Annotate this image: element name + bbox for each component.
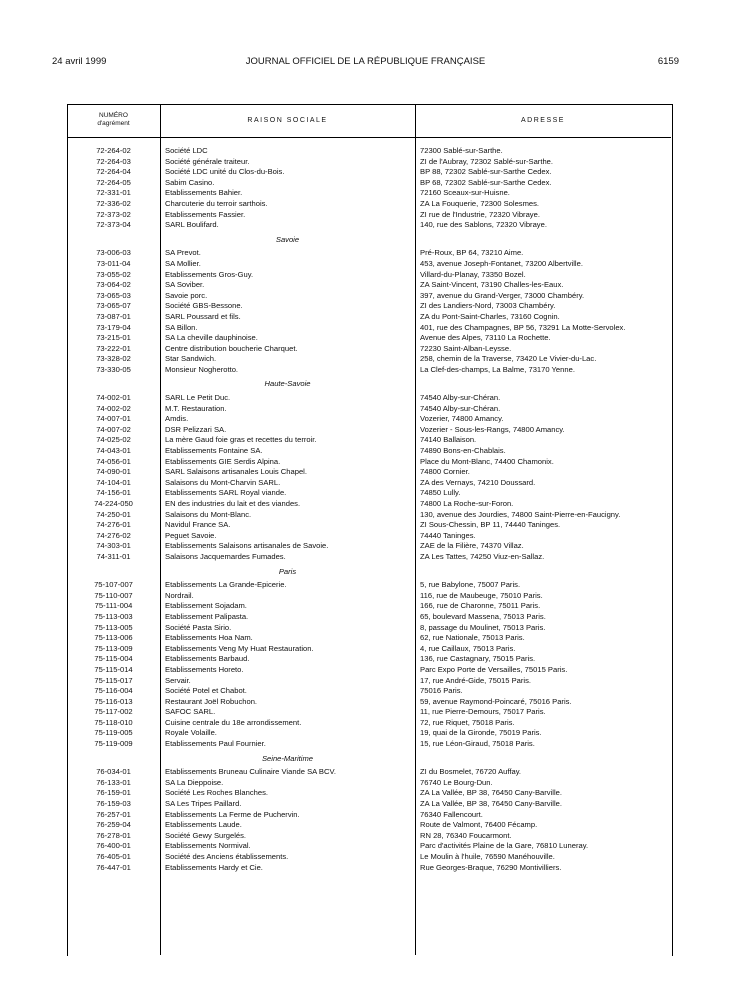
cell-numero: 72-331-01 bbox=[96, 188, 131, 198]
cell-adresse: Route de Valmont, 76400 Fécamp. bbox=[420, 820, 538, 830]
table-row bbox=[67, 333, 671, 344]
cell-adresse: 130, avenue des Jourdies, 74800 Saint-Pierre-en-Faucigny. bbox=[420, 509, 621, 519]
cell-adresse: Le Moulin à l'huile, 76590 Manéhouville. bbox=[420, 852, 555, 861]
cell-numero: 74-104-01 bbox=[96, 477, 131, 487]
cell-numero: 73-006-03 bbox=[96, 248, 131, 258]
cell-numero: 73-222-01 bbox=[96, 343, 131, 353]
cell-raison-sociale: Etablissements Laude. bbox=[165, 820, 242, 830]
cell-raison-sociale: Salaisons du Mont-Blanc. bbox=[165, 509, 252, 519]
cell-adresse: 17, rue André-Gide, 75015 Paris. bbox=[420, 675, 532, 685]
section-title: Paris bbox=[278, 566, 297, 576]
cell-raison-sociale: Société GBS-Bessone. bbox=[165, 301, 243, 311]
table-row bbox=[67, 676, 671, 687]
cell-adresse: Vozerier, 74800 Amancy. bbox=[420, 414, 504, 424]
cell-adresse: RN 28, 76340 Foucarmont. bbox=[420, 830, 512, 840]
cell-raison-sociale: SARL Le Petit Duc. bbox=[165, 393, 231, 403]
table-row bbox=[67, 778, 671, 789]
cell-adresse: ZAE de la Filière, 74370 Villaz. bbox=[420, 541, 524, 551]
cell-raison-sociale: Etablissements Normival. bbox=[165, 841, 251, 851]
cell-raison-sociale: EN des industries du lait et des viandes. bbox=[165, 499, 301, 508]
cell-numero: 74-276-01 bbox=[96, 520, 131, 530]
section-title: Savoie bbox=[275, 234, 300, 244]
cell-numero: 75-110-007 bbox=[94, 590, 133, 600]
table-row bbox=[67, 623, 671, 634]
cell-adresse: ZA des Vernays, 74210 Doussard. bbox=[420, 477, 536, 487]
cell-adresse: 397, avenue du Grand-Verger, 73000 Chambéry. bbox=[420, 290, 585, 300]
table-row bbox=[67, 167, 671, 178]
cell-adresse: 62, rue Nationale, 75013 Paris. bbox=[420, 633, 525, 643]
cell-adresse: La Clef-des-champs, La Balme, 73170 Yenne. bbox=[420, 364, 575, 374]
cell-adresse: 74540 Alby-sur-Chéran. bbox=[420, 403, 501, 413]
cell-raison-sociale: SAFOC SARL. bbox=[165, 707, 216, 717]
cell-numero: 75-116-013 bbox=[94, 696, 133, 706]
cell-raison-sociale: Etablissements Bahier. bbox=[165, 188, 243, 198]
cell-numero: 72-264-03 bbox=[96, 156, 131, 166]
cell-raison-sociale: Etablissements Veng My Huat Restauration. bbox=[165, 643, 314, 653]
cell-raison-sociale: SA Soviber. bbox=[165, 280, 205, 290]
cell-numero: 73-065-07 bbox=[96, 301, 131, 311]
cell-raison-sociale: SARL Salaisons artisanales Louis Chapel. bbox=[165, 467, 307, 477]
cell-raison-sociale: Nordrail. bbox=[165, 590, 194, 600]
table-row bbox=[67, 210, 671, 221]
cell-raison-sociale: Société des Anciens établissements. bbox=[165, 852, 289, 861]
cell-numero: 74-311-01 bbox=[96, 551, 131, 561]
cell-adresse: ZA La Fouquerie, 72300 Solesmes. bbox=[420, 198, 540, 208]
cell-raison-sociale: Servair. bbox=[165, 675, 191, 685]
cell-adresse: 72230 Saint-Alban-Leysse. bbox=[420, 343, 512, 353]
table-row bbox=[67, 365, 671, 376]
section-title: Haute-Savoie bbox=[264, 379, 311, 389]
table-row bbox=[67, 541, 671, 552]
table-row bbox=[67, 467, 671, 478]
table-row bbox=[67, 863, 671, 874]
table-row bbox=[67, 552, 671, 563]
cell-raison-sociale: Société Les Roches Blanches. bbox=[165, 788, 268, 798]
table-row bbox=[67, 457, 671, 468]
cell-numero: 74-002-02 bbox=[96, 403, 131, 413]
cell-raison-sociale: Etablissements Gros-Guy. bbox=[165, 269, 254, 279]
cell-raison-sociale: SA La Dieppoise. bbox=[165, 777, 224, 787]
table-row bbox=[67, 488, 671, 499]
cell-raison-sociale: Société Potel et Chabot. bbox=[165, 686, 247, 696]
table-row bbox=[67, 414, 671, 425]
cell-numero: 74-303-01 bbox=[96, 541, 131, 551]
cell-adresse: 74440 Taninges. bbox=[420, 530, 476, 540]
cell-adresse: 74890 Bons-en-Chablais. bbox=[420, 446, 506, 456]
cell-numero: 76-257-01 bbox=[96, 809, 131, 819]
cell-adresse: Place du Mont-Blanc, 74400 Chamonix. bbox=[420, 456, 554, 466]
section-title: Seine-Maritime bbox=[261, 753, 314, 763]
cell-raison-sociale: Etablissement Palipasta. bbox=[165, 611, 249, 621]
cell-raison-sociale: Restaurant Joël Robuchon. bbox=[165, 696, 258, 706]
table-row bbox=[67, 259, 671, 270]
cell-adresse: 116, rue de Maubeuge, 75010 Paris. bbox=[420, 590, 543, 600]
cell-numero: 72-336-02 bbox=[96, 198, 131, 208]
table-row bbox=[67, 393, 671, 404]
table-row bbox=[67, 697, 671, 708]
cell-numero: 74-276-02 bbox=[96, 530, 131, 540]
cell-raison-sociale: Société Gewy Surgelés. bbox=[165, 830, 247, 840]
cell-numero: 76-400-01 bbox=[96, 841, 131, 851]
cell-adresse: Avenue des Alpes, 73110 La Rochette. bbox=[420, 333, 551, 343]
cell-numero: 72-264-05 bbox=[96, 177, 131, 187]
table-row bbox=[67, 841, 671, 852]
cell-numero: 73-011-04 bbox=[96, 258, 131, 268]
cell-adresse: ZI des Landiers-Nord, 73003 Chambéry. bbox=[420, 301, 556, 311]
cell-adresse: 136, rue Castagnary, 75015 Paris. bbox=[420, 654, 536, 664]
cell-adresse: 258, chemin de la Traverse, 73420 Le Vivier-du-Lac. bbox=[420, 354, 597, 364]
cell-adresse: Rue Georges-Braque, 76290 Montivilliers. bbox=[420, 862, 562, 872]
cell-raison-sociale: SA Billon. bbox=[165, 322, 198, 332]
table-row bbox=[67, 354, 671, 365]
column-header-numero-line1: NUMÉRO bbox=[99, 112, 128, 119]
cell-numero: 76-034-01 bbox=[96, 767, 131, 777]
table-row bbox=[67, 301, 671, 312]
cell-numero: 75-113-009 bbox=[94, 643, 133, 653]
cell-adresse: ZA La Vallée, BP 38, 76450 Cany-Barville. bbox=[420, 799, 562, 809]
table-row bbox=[67, 404, 671, 415]
cell-numero: 76-278-01 bbox=[96, 830, 131, 840]
cell-raison-sociale: Charcuterie du terroir sarthois. bbox=[165, 198, 268, 208]
cell-numero: 75-113-003 bbox=[94, 611, 133, 621]
cell-numero: 76-447-01 bbox=[96, 862, 131, 872]
cell-raison-sociale: Etablissements La Grande-Epicerie. bbox=[165, 580, 287, 590]
table-row bbox=[67, 531, 671, 542]
cell-adresse: 76340 Fallencourt. bbox=[420, 809, 483, 819]
cell-numero: 75-113-006 bbox=[94, 633, 133, 643]
cell-raison-sociale: Etablissements Hardy et Cie. bbox=[165, 862, 263, 872]
cell-raison-sociale: Etablissements La Ferme de Puchervin. bbox=[165, 809, 300, 819]
cell-adresse: 4, rue Caillaux, 75013 Paris. bbox=[420, 643, 516, 653]
cell-numero: 75-113-005 bbox=[94, 622, 133, 632]
cell-adresse: ZI du Bosmelet, 76720 Auffay. bbox=[420, 767, 522, 777]
table-row bbox=[67, 312, 671, 323]
table-row bbox=[67, 788, 671, 799]
cell-raison-sociale: Société LDC unité du Clos-du-Bois. bbox=[165, 167, 285, 177]
cell-numero: 75-115-017 bbox=[94, 675, 133, 685]
cell-numero: 75-115-004 bbox=[94, 654, 133, 664]
cell-raison-sociale: Etablissements Hoa Nam. bbox=[165, 633, 253, 643]
cell-raison-sociale: SA Mollier. bbox=[165, 258, 201, 268]
cell-raison-sociale: SARL Boulifard. bbox=[165, 220, 219, 230]
cell-raison-sociale: Etablissements Paul Fournier. bbox=[165, 739, 266, 749]
cell-raison-sociale: SA Les Tripes Paillard. bbox=[165, 799, 242, 809]
cell-adresse: ZA La Vallée, BP 38, 76450 Cany-Barville. bbox=[420, 788, 562, 798]
cell-adresse: ZA du Pont-Saint-Charles, 73160 Cognin. bbox=[420, 311, 560, 321]
journal-title: JOURNAL OFFICIEL DE LA RÉPUBLIQUE FRANÇAISE bbox=[245, 56, 486, 67]
table-row bbox=[67, 612, 671, 623]
cell-numero: 73-215-01 bbox=[96, 333, 131, 343]
cell-adresse: ZI de l'Aubray, 72302 Sablé-sur-Sarthe. bbox=[420, 156, 554, 166]
cell-numero: 73-065-03 bbox=[96, 290, 131, 300]
cell-raison-sociale: Etablissements Bruneau Culinaire Viande SA BCV. bbox=[165, 767, 336, 777]
table-row bbox=[67, 767, 671, 778]
cell-numero: 74-056-01 bbox=[96, 456, 131, 466]
cell-numero: 75-118-010 bbox=[94, 717, 133, 727]
cell-adresse: 11, rue Pierre-Demours, 75017 Paris. bbox=[420, 707, 546, 717]
cell-numero: 74-007-02 bbox=[96, 424, 131, 434]
page-number: 6159 bbox=[657, 56, 679, 67]
table-row bbox=[67, 654, 671, 665]
cell-numero: 75-117-002 bbox=[94, 707, 133, 717]
cell-raison-sociale: Etablissement Sojadam. bbox=[165, 601, 247, 611]
cell-adresse: Parc d'activités Plaine de la Gare, 76810 Luneray. bbox=[420, 841, 589, 851]
table-row bbox=[67, 728, 671, 739]
cell-numero: 76-159-01 bbox=[96, 788, 131, 798]
header-divider bbox=[67, 137, 671, 138]
cell-adresse: 74800 La Roche-sur-Foron. bbox=[420, 499, 514, 508]
table-row bbox=[67, 344, 671, 355]
cell-numero: 76-259-04 bbox=[96, 820, 131, 830]
table-row bbox=[67, 831, 671, 842]
cell-adresse: 140, rue des Sablons, 72320 Vibraye. bbox=[420, 220, 547, 230]
cell-raison-sociale: Monsieur Nogherotto. bbox=[165, 364, 239, 374]
table-body bbox=[67, 146, 671, 873]
cell-raison-sociale: Etablissements Fassier. bbox=[165, 209, 246, 219]
cell-adresse: Pré-Roux, BP 64, 73210 Aime. bbox=[420, 248, 524, 258]
cell-adresse: 453, avenue Joseph-Fontanet, 73200 Albertville. bbox=[420, 258, 583, 268]
cell-adresse: Parc Expo Porte de Versailles, 75015 Paris. bbox=[420, 664, 568, 674]
cell-raison-sociale: Centre distribution boucherie Charquet. bbox=[165, 343, 298, 353]
table-row bbox=[67, 499, 671, 510]
cell-adresse: ZI rue de l'Industrie, 72320 Vibraye. bbox=[420, 209, 540, 219]
cell-raison-sociale: Etablissements Fontaine SA. bbox=[165, 446, 263, 456]
cell-numero: 74-224-050 bbox=[94, 499, 133, 508]
cell-adresse: ZI Sous-Chessin, BP 11, 74440 Taninges. bbox=[420, 520, 561, 530]
cell-adresse: 76740 Le Bourg-Dun. bbox=[420, 777, 493, 787]
page-date: 24 avril 1999 bbox=[52, 56, 107, 67]
table-row bbox=[67, 280, 671, 291]
table-row bbox=[67, 270, 671, 281]
column-header-numero-line2: d'agrément bbox=[97, 120, 130, 127]
cell-numero: 73-328-02 bbox=[96, 354, 131, 364]
cell-raison-sociale: Sabim Casino. bbox=[165, 177, 215, 187]
table-row bbox=[67, 248, 671, 259]
cell-raison-sociale: Etablissements Salaisons artisanales de Savoie. bbox=[165, 541, 329, 551]
cell-raison-sociale: SA La cheville dauphinoise. bbox=[165, 333, 258, 343]
cell-adresse: 75016 Paris. bbox=[420, 686, 463, 696]
cell-numero: 76-133-01 bbox=[96, 777, 131, 787]
table-row bbox=[67, 707, 671, 718]
table-row bbox=[67, 644, 671, 655]
table-row bbox=[67, 580, 671, 591]
cell-raison-sociale: Etablissements Horeto. bbox=[165, 664, 244, 674]
table-row bbox=[67, 157, 671, 168]
cell-numero: 74-250-01 bbox=[96, 509, 131, 519]
cell-adresse: 72300 Sablé-sur-Sarthe. bbox=[420, 146, 503, 155]
cell-numero: 73-055-02 bbox=[96, 269, 131, 279]
cell-numero: 74-007-01 bbox=[96, 414, 131, 424]
cell-numero: 73-064-02 bbox=[96, 280, 131, 290]
cell-numero: 75-116-004 bbox=[94, 686, 133, 696]
cell-adresse: 74540 Alby-sur-Chéran. bbox=[420, 393, 501, 403]
table-row bbox=[67, 188, 671, 199]
table-row bbox=[67, 323, 671, 334]
cell-numero: 74-025-02 bbox=[96, 435, 131, 445]
cell-raison-sociale: Etablissements GIE Serdis Alpina. bbox=[165, 456, 281, 466]
cell-numero: 75-111-004 bbox=[94, 601, 133, 611]
table-row bbox=[67, 739, 671, 750]
table-row bbox=[67, 220, 671, 231]
cell-adresse: 15, rue Léon-Giraud, 75018 Paris. bbox=[420, 739, 535, 749]
cell-raison-sociale: Star Sandwich. bbox=[165, 354, 217, 364]
cell-raison-sociale: SA Prevot. bbox=[165, 248, 201, 258]
cell-adresse: BP 68, 72302 Sablé-sur-Sarthe Cedex. bbox=[420, 177, 552, 187]
cell-adresse: 65, boulevard Massena, 75013 Paris. bbox=[420, 611, 546, 621]
cell-adresse: 5, rue Babylone, 75007 Paris. bbox=[420, 580, 521, 590]
cell-adresse: 74850 Lully. bbox=[420, 488, 461, 498]
cell-numero: 73-087-01 bbox=[96, 311, 131, 321]
cell-adresse: 8, passage du Moulinet, 75013 Paris. bbox=[420, 622, 546, 632]
cell-raison-sociale: Peguet Savoie. bbox=[165, 530, 217, 540]
cell-raison-sociale: Salaisons Jacquemardes Fumades. bbox=[165, 551, 286, 561]
table-row bbox=[67, 178, 671, 189]
table-row bbox=[67, 520, 671, 531]
cell-raison-sociale: Savoie porc. bbox=[165, 290, 208, 300]
table-row bbox=[67, 810, 671, 821]
cell-numero: 75-115-014 bbox=[94, 664, 133, 674]
table-row bbox=[67, 601, 671, 612]
table-row bbox=[67, 478, 671, 489]
cell-adresse: 401, rue des Champagnes, BP 56, 73291 La Motte-Servolex. bbox=[420, 322, 626, 332]
table-row bbox=[67, 199, 671, 210]
cell-numero: 74-090-01 bbox=[96, 467, 131, 477]
column-header-raison-sociale: RAISON SOCIALE bbox=[247, 117, 328, 124]
cell-adresse: 72160 Sceaux-sur-Huisne. bbox=[420, 188, 510, 198]
cell-adresse: 74800 Cornier. bbox=[420, 467, 470, 477]
cell-raison-sociale: Société LDC bbox=[165, 146, 208, 155]
cell-adresse: 19, quai de la Gironde, 75019 Paris. bbox=[420, 728, 542, 738]
cell-numero: 74-043-01 bbox=[96, 446, 131, 456]
table-row bbox=[67, 591, 671, 602]
table-row bbox=[67, 510, 671, 521]
table-row bbox=[67, 852, 671, 863]
column-header-numero bbox=[67, 112, 160, 128]
cell-numero: 75-119-005 bbox=[94, 728, 133, 738]
cell-numero: 74-156-01 bbox=[96, 488, 131, 498]
column-header-adresse: ADRESSE bbox=[521, 117, 565, 124]
table-row bbox=[67, 146, 671, 157]
cell-adresse: ZA Les Tattes, 74250 Viuz-en-Sallaz. bbox=[420, 551, 545, 561]
cell-numero: 72-373-02 bbox=[96, 209, 131, 219]
cell-numero: 72-264-04 bbox=[96, 167, 131, 177]
table-row bbox=[67, 446, 671, 457]
cell-raison-sociale: M.T. Restauration. bbox=[165, 403, 227, 413]
cell-raison-sociale: Etablissements Barbaud. bbox=[165, 654, 250, 664]
cell-adresse: ZA Saint-Vincent, 73190 Challes-les-Eaux. bbox=[420, 280, 564, 290]
cell-numero: 75-107-007 bbox=[94, 580, 133, 590]
cell-raison-sociale: Salaisons du Mont-Charvin SARL. bbox=[165, 477, 281, 487]
cell-numero: 73-179-04 bbox=[96, 322, 131, 332]
cell-adresse: 166, rue de Charonne, 75011 Paris. bbox=[420, 601, 541, 611]
table-row bbox=[67, 718, 671, 729]
cell-numero: 74-002-01 bbox=[96, 393, 131, 403]
table-row bbox=[67, 633, 671, 644]
cell-numero: 76-159-03 bbox=[96, 799, 131, 809]
cell-raison-sociale: Royale Volaille. bbox=[165, 728, 217, 738]
cell-raison-sociale: SARL Poussard et fils. bbox=[165, 311, 241, 321]
cell-numero: 75-119-009 bbox=[94, 739, 133, 749]
cell-adresse: 72, rue Riquet, 75018 Paris. bbox=[420, 717, 515, 727]
cell-raison-sociale: Société générale traiteur. bbox=[165, 156, 250, 166]
cell-numero: 72-264-02 bbox=[96, 146, 131, 155]
table-row bbox=[67, 435, 671, 446]
cell-adresse: 59, avenue Raymond-Poincaré, 75016 Paris. bbox=[420, 696, 572, 706]
cell-adresse: Vozerier - Sous-les-Rangs, 74800 Amancy. bbox=[420, 424, 565, 434]
cell-raison-sociale: Etablissements SARL Royal viande. bbox=[165, 488, 287, 498]
cell-raison-sociale: DSR Pelizzari SA. bbox=[165, 424, 227, 434]
table-row bbox=[67, 820, 671, 831]
cell-numero: 72-373-04 bbox=[96, 220, 131, 230]
cell-adresse: BP 88, 72302 Sablé-sur-Sarthe Cedex. bbox=[420, 167, 552, 177]
table-row bbox=[67, 291, 671, 302]
cell-adresse: 74140 Ballaison. bbox=[420, 435, 477, 445]
cell-adresse: Villard-du-Planay, 73350 Bozel. bbox=[420, 269, 526, 279]
cell-numero: 73-330-05 bbox=[96, 364, 131, 374]
cell-numero: 76-405-01 bbox=[96, 852, 131, 861]
cell-raison-sociale: Cuisine centrale du 18e arrondissement. bbox=[165, 717, 302, 727]
cell-raison-sociale: Amdis. bbox=[165, 414, 189, 424]
cell-raison-sociale: Société Pasta Sirio. bbox=[165, 622, 232, 632]
table-row bbox=[67, 686, 671, 697]
cell-raison-sociale: La mère Gaud foie gras et recettes du terroir. bbox=[165, 435, 317, 445]
table-row bbox=[67, 665, 671, 676]
table-row bbox=[67, 425, 671, 436]
cell-raison-sociale: Navidul France SA. bbox=[165, 520, 231, 530]
table-row bbox=[67, 799, 671, 810]
